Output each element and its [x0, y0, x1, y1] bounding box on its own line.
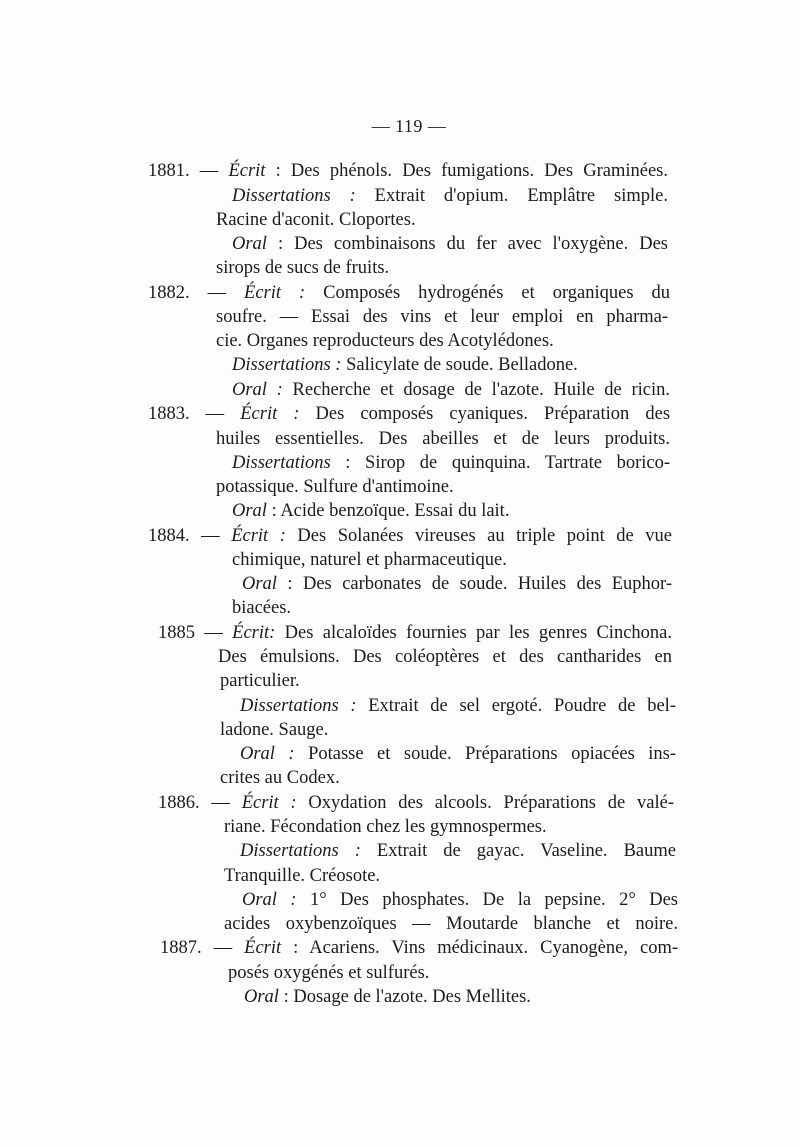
section-heading: Écrit : [241, 793, 297, 813]
entry-year: 1882. — [148, 283, 245, 303]
section-heading: Dissertations : [232, 186, 356, 206]
text-line [216, 257, 666, 279]
line-text: crites au Codex. [220, 768, 340, 788]
section-heading: Écrit [244, 938, 282, 958]
text-line [232, 549, 670, 571]
text-line [224, 816, 674, 838]
section-heading: Oral [244, 987, 279, 1007]
section-heading: Écrit : [240, 404, 300, 424]
section-heading: Écrit: [232, 623, 276, 643]
section-heading: Écrit : [244, 283, 306, 303]
text-line [232, 500, 668, 522]
line-text: : Des combinaisons du fer avec l'oxygène. Des [266, 234, 668, 254]
entry-year: 1886. — [158, 793, 242, 813]
line-text: particulier. [220, 671, 300, 691]
text-line [158, 792, 674, 814]
text-line [148, 403, 670, 425]
text-line [242, 889, 678, 911]
line-text: ladone. Sauge. [220, 720, 329, 740]
line-text: huiles essentielles. Des abeilles et de leurs produits. [216, 429, 670, 449]
line-text: Des alcaloïdes fournies par les genres Cinchona. [275, 623, 672, 643]
line-text: Potasse et soude. Préparations opiacées ins- [294, 744, 676, 764]
section-heading: Oral [232, 501, 267, 521]
text-line [240, 840, 676, 862]
line-text: Extrait de sel ergoté. Poudre de bel- [356, 696, 676, 716]
line-text: potassique. Sulfure d'antimoine. [216, 477, 454, 497]
section-heading: Dissertations : [240, 696, 357, 716]
text-line [220, 670, 674, 692]
text-line [224, 913, 678, 935]
line-text: Recherche et dosage de l'azote. Huile de ricin. [282, 380, 670, 400]
text-line [220, 719, 674, 741]
text-line [232, 452, 670, 474]
text-line [244, 986, 680, 1008]
entry-year: 1881. — [148, 161, 229, 181]
section-heading: Oral : [232, 380, 283, 400]
text-line [216, 476, 670, 498]
entry-year: 1883. — [148, 404, 241, 424]
section-heading: Oral [242, 574, 277, 594]
text-line [148, 525, 672, 547]
line-text: Composés hydrogénés et organiques du [305, 283, 671, 303]
line-text: posés oxygénés et sulfurés. [228, 963, 430, 983]
section-heading: Oral [232, 234, 267, 254]
section-heading: Écrit : [231, 526, 286, 546]
line-text: acides oxybenzoïques — Moutarde blanche et noire. [224, 914, 678, 934]
line-text: 1° Des phosphates. De la pepsine. 2° Des [296, 890, 678, 910]
section-heading: Dissertations [232, 453, 331, 473]
text-line [148, 160, 668, 182]
line-text: Des composés cyaniques. Préparation des [299, 404, 671, 424]
line-text: soufre. — Essai des vins et leur emploi en pharma- [216, 307, 668, 327]
text-line [240, 743, 676, 765]
line-text: riane. Fécondation chez les gymnospermes. [224, 817, 547, 837]
text-line [158, 622, 672, 644]
line-text: Des Solanées vireuses au triple point de vue [285, 526, 673, 546]
line-text: : Dosage de l'azote. Des Mellites. [278, 987, 531, 1007]
line-text: : Acide benzoïque. Essai du lait. [266, 501, 510, 521]
line-text: chimique, naturel et pharmaceutique. [232, 550, 507, 570]
line-text: : Des phénols. Des fumigations. Des Graminées. [265, 161, 668, 181]
text-line [216, 428, 670, 450]
text-line [216, 209, 666, 231]
line-text: Oxydation des alcools. Préparations de valé- [296, 793, 674, 813]
text-line [148, 282, 670, 304]
line-text: Salicylate de soude. Belladone. [341, 355, 578, 375]
text-line [232, 233, 668, 255]
line-text: Racine d'aconit. Cloportes. [216, 210, 416, 230]
entry-year: 1884. — [148, 526, 232, 546]
entry-year: 1887. — [160, 938, 245, 958]
text-line [216, 330, 666, 352]
text-line [232, 354, 668, 376]
text-line [160, 937, 678, 959]
section-heading: Dissertations : [232, 355, 342, 375]
section-heading: Oral : [242, 890, 297, 910]
text-line [220, 767, 674, 789]
text-line [232, 379, 670, 401]
text-line [232, 185, 668, 207]
section-heading: Oral : [240, 744, 295, 764]
line-text: : Sirop de quinquina. Tartrate borico- [330, 453, 670, 473]
line-text: Extrait de gayac. Vaseline. Baume [360, 841, 676, 861]
line-text: : Des carbonates de soude. Huiles des Euphor- [276, 574, 672, 594]
line-text: Extrait d'opium. Emplâtre simple. [355, 186, 669, 206]
line-text: cie. Organes reproducteurs des Acotylédones. [216, 331, 554, 351]
text-line [242, 573, 672, 595]
text-line [218, 646, 672, 668]
line-text: : Acariens. Vins médicinaux. Cyanogène, com- [281, 938, 679, 958]
text-line [224, 865, 674, 887]
line-text: Tranquille. Créosote. [224, 866, 381, 886]
text-line [216, 306, 668, 328]
page-number: — 119 — [371, 116, 447, 136]
text-line [232, 597, 670, 619]
line-text: biacées. [232, 598, 292, 618]
text-line [228, 962, 678, 984]
section-heading: Dissertations : [240, 841, 361, 861]
section-heading: Écrit [228, 161, 266, 181]
entry-year: 1885 — [158, 623, 233, 643]
line-text: sirops de sucs de fruits. [216, 258, 390, 278]
line-text: Des émulsions. Des coléoptères et des cantharides en [218, 647, 672, 667]
text-line [240, 695, 676, 717]
